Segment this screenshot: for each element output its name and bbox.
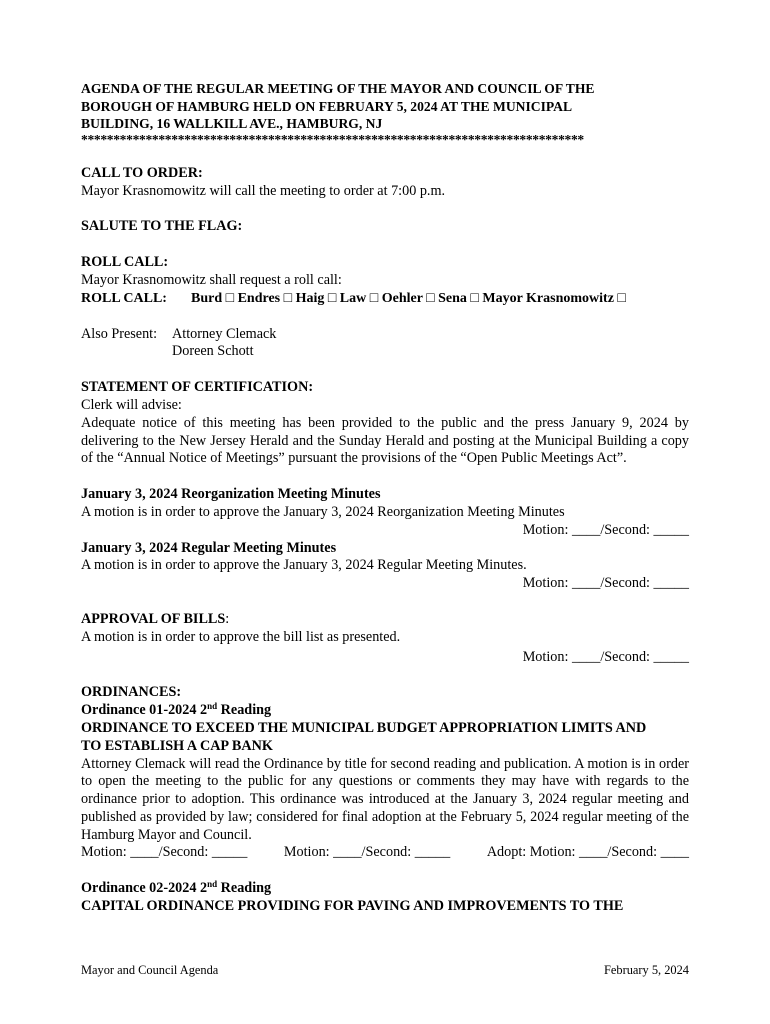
page-footer	[81, 963, 689, 978]
section-minutes-regular	[81, 540, 689, 593]
section-heading	[81, 611, 689, 629]
bills-colon: :	[225, 610, 230, 627]
also-present-name: Doreen Schott	[172, 343, 254, 360]
section-roll-call	[81, 254, 689, 307]
title-line: BOROUGH OF HAMBURG HELD ON FEBRUARY 5, 2024 AT THE MUNICIPAL	[81, 98, 573, 114]
section-text: A motion is in order to approve the January 3, 2024 Regular Meeting Minutes.	[81, 557, 527, 574]
title-line: AGENDA OF THE REGULAR MEETING OF THE MAYOR AND COUNCIL OF THE	[81, 81, 595, 96]
ordinance-title: TO ESTABLISH A CAP BANK	[81, 737, 273, 754]
ordinance-number	[81, 880, 689, 898]
ordinance-number	[81, 702, 689, 720]
ordinance-reading: Reading	[217, 702, 272, 719]
section-certification	[81, 379, 689, 468]
separator-line: ******************************************************************************	[81, 132, 584, 147]
motion-line: Motion: ____/Second: _____	[283, 844, 451, 861]
section-heading: ROLL CALL:	[81, 254, 169, 271]
agenda-title	[81, 80, 689, 133]
motion-line: Motion: ____/Second: _____	[522, 575, 689, 592]
bills-heading: APPROVAL OF BILLS	[81, 610, 226, 627]
ordinance-number-sup: nd	[207, 879, 218, 890]
section-heading: STATEMENT OF CERTIFICATION:	[81, 379, 314, 396]
ordinance-number-text: Ordinance 01-2024 2	[81, 702, 208, 719]
section-text: Mayor Krasnomowitz shall request a roll call:	[81, 271, 342, 288]
ordinance-number-sup: nd	[207, 701, 218, 712]
section-text: A motion is in order to approve the bill list as presented.	[81, 628, 401, 645]
section-heading: CALL TO ORDER:	[81, 164, 203, 181]
section-text: Clerk will advise:	[81, 396, 182, 413]
section-text: A motion is in order to approve the January 3, 2024 Reorganization Meeting Minutes	[81, 503, 565, 520]
ordinance-item	[81, 880, 689, 916]
section-text: Mayor Krasnomowitz will call the meeting to order at 7:00 p.m.	[81, 182, 446, 199]
section-salute	[81, 218, 689, 236]
roll-call-line	[81, 290, 689, 308]
also-present-name: Attorney Clemack	[172, 325, 277, 342]
section-heading: ORDINANCES:	[81, 684, 182, 701]
section-heading: SALUTE TO THE FLAG:	[81, 218, 243, 235]
motion-line: Motion: ____/Second: _____	[522, 521, 689, 538]
section-call-to-order	[81, 165, 689, 201]
motion-line: Motion: ____/Second: _____	[522, 648, 689, 665]
also-present	[81, 326, 689, 362]
ordinance-number-text: Ordinance 02-2024 2	[81, 880, 208, 897]
title-line: BUILDING, 16 WALLKILL AVE., HAMBURG, NJ	[81, 116, 383, 132]
also-present-label: Also Present:	[81, 325, 158, 342]
section-heading: January 3, 2024 Reorganization Meeting Minutes	[81, 486, 381, 503]
ordinance-reading: Reading	[217, 880, 272, 897]
ordinance-item	[81, 702, 689, 862]
ordinance-motions	[81, 844, 689, 862]
ordinance-title: ORDINANCE TO EXCEED THE MUNICIPAL BUDGET APPROPRIATION LIMITS AND	[81, 719, 647, 736]
section-bills	[81, 611, 689, 666]
motion-line: Adopt: Motion: ____/Second: ____	[486, 844, 689, 861]
footer-left: Mayor and Council Agenda	[81, 963, 219, 977]
footer-right: February 5, 2024	[604, 963, 689, 977]
roll-call-label: ROLL CALL:	[81, 290, 167, 306]
roll-call-members: Burd □ Endres □ Haig □ Law □ Oehler □ Sena □ Mayor Krasnomowitz □	[191, 290, 626, 306]
section-heading: January 3, 2024 Regular Meeting Minutes	[81, 539, 337, 556]
section-minutes-reorg	[81, 486, 689, 539]
section-ordinances	[81, 684, 689, 916]
ordinance-title: CAPITAL ORDINANCE PROVIDING FOR PAVING AND IMPROVEMENTS TO THE	[81, 898, 624, 915]
agenda-page	[81, 80, 689, 916]
ordinance-text: Attorney Clemack will read the Ordinance by title for second reading and publication. A motion is in order to open the meeting to the public for any questions or comments they may have with regards to the ordinance prior to adoption. This ordinance was introduced at the January 3, 2024 regular meeting and published as provided by law; considered for final adoption at the February 5, 2024 regular meeting of the Hamburg Mayor and Council.	[81, 755, 689, 843]
certification-text: Adequate notice of this meeting has been provided to the public and the press January 9, 2024 by delivering to the New Jersey Herald and the Sunday Herald and posting at the Municipal Building a copy of the “Annual Notice of Meetings” pursuant the provisions of the “Open Public Meetings Act”.	[81, 414, 689, 467]
motion-line: Motion: ____/Second: _____	[81, 844, 248, 861]
